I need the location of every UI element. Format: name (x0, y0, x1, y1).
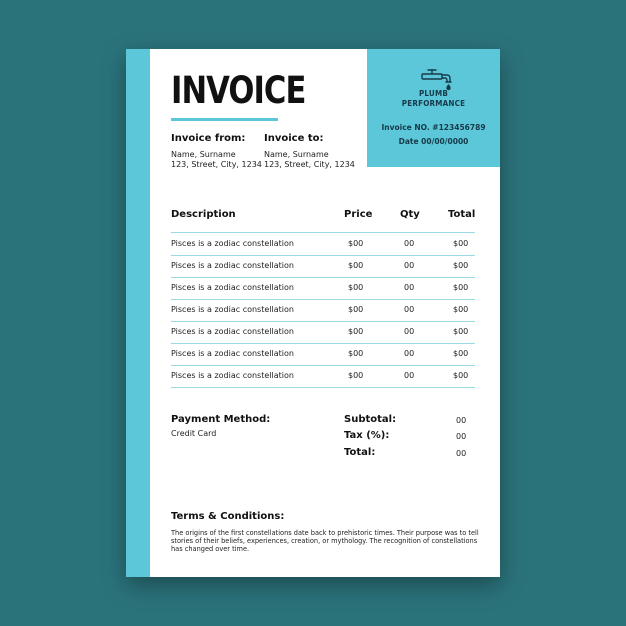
row-qty: 00 (404, 327, 415, 336)
header-total: Total (448, 209, 476, 220)
invoice-number: Invoice NO. #123456789 (381, 123, 486, 132)
invoice-from-address: 123, Street, City, 1234 (171, 159, 262, 169)
invoice-date: Date 00/00/0000 (398, 137, 469, 146)
row-qty: 00 (404, 371, 415, 380)
payment-method-label: Payment Method: (171, 414, 271, 425)
tax-label: Tax (%): (344, 430, 390, 441)
brand-box (367, 49, 500, 167)
total-value: 00 (456, 449, 467, 458)
row-description: Pisces is a zodiac constellation (171, 327, 294, 336)
payment-method-value: Credit Card (171, 429, 217, 438)
row-description: Pisces is a zodiac constellation (171, 371, 294, 380)
row-price: $00 (348, 327, 364, 336)
brand-name (367, 89, 500, 109)
invoice-to-label: Invoice to: (264, 133, 324, 144)
subtotal-label: Subtotal: (344, 414, 397, 425)
brand-name-line1: PLUMB (418, 89, 449, 98)
row-total: $00 (453, 261, 469, 270)
row-qty: 00 (404, 261, 415, 270)
table-row (171, 255, 475, 278)
table-row (171, 277, 475, 300)
tax-value: 00 (456, 432, 467, 441)
row-price: $00 (348, 349, 364, 358)
row-price: $00 (348, 371, 364, 380)
row-description: Pisces is a zodiac constellation (171, 283, 294, 292)
table-row (171, 321, 475, 344)
row-price: $00 (348, 261, 364, 270)
row-qty: 00 (404, 349, 415, 358)
invoice-from-name: Name, Surname (171, 150, 236, 159)
terms-text: The origins of the first constellations date back to prehistoric times. Their purpose was to tell stories of their beliefs, experiences, creation, or mythology. The recognition of constellations has changed over time. (171, 529, 479, 553)
row-qty: 00 (404, 283, 415, 292)
row-description: Pisces is a zodiac constellation (171, 349, 294, 358)
row-description: Pisces is a zodiac constellation (171, 305, 294, 314)
row-price: $00 (348, 239, 364, 248)
table-row (171, 299, 475, 322)
invoice-to-name: Name, Surname (264, 150, 329, 159)
subtotal-value: 00 (456, 416, 467, 425)
row-total: $00 (453, 283, 469, 292)
invoice-sheet (126, 49, 500, 577)
row-total: $00 (453, 371, 469, 380)
row-price: $00 (348, 305, 364, 314)
header-description: Description (171, 209, 236, 220)
accent-stripe (126, 49, 150, 577)
row-total: $00 (453, 239, 469, 248)
row-total: $00 (453, 327, 469, 336)
invoice-from-label: Invoice from: (171, 133, 246, 144)
row-total: $00 (453, 349, 469, 358)
header-qty: Qty (400, 209, 420, 220)
table-row (171, 343, 475, 366)
page-title: INVOICE (171, 69, 306, 112)
invoice-to-address: 123, Street, City, 1234 (264, 159, 355, 169)
row-qty: 00 (404, 239, 415, 248)
row-price: $00 (348, 283, 364, 292)
row-qty: 00 (404, 305, 415, 314)
title-underline (171, 118, 278, 121)
brand-name-line2: PERFORMANCE (401, 99, 466, 108)
row-total: $00 (453, 305, 469, 314)
terms-title: Terms & Conditions: (171, 511, 285, 522)
total-label: Total: (344, 447, 376, 458)
header-price: Price (344, 209, 373, 220)
table-row (171, 233, 475, 256)
row-description: Pisces is a zodiac constellation (171, 239, 294, 248)
row-description: Pisces is a zodiac constellation (171, 261, 294, 270)
table-row (171, 365, 475, 388)
